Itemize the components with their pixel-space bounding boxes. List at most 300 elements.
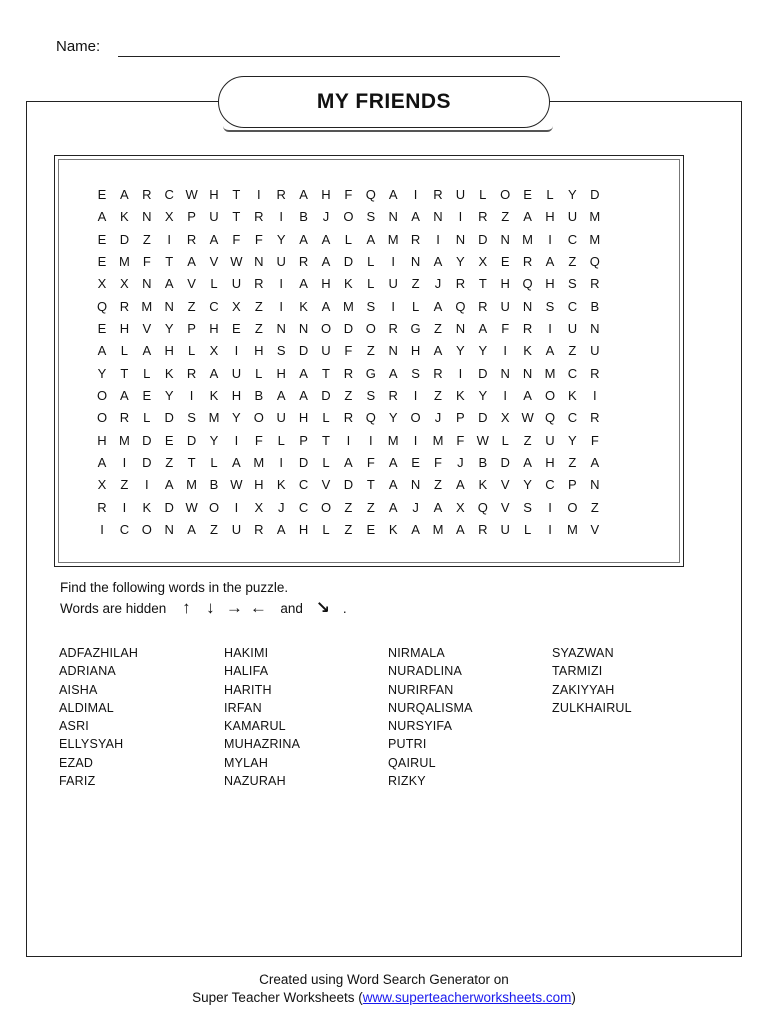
grid-row	[58, 519, 680, 541]
grid-letter: F	[501, 321, 510, 337]
grid-letter: L	[367, 254, 375, 270]
grid-letter: Q	[589, 254, 600, 270]
grid-letter: Y	[456, 254, 465, 270]
grid-letter: P	[568, 477, 577, 493]
grid-letter: Y	[478, 343, 488, 359]
name-label: Name:	[56, 38, 101, 55]
grid-letter: K	[209, 388, 219, 404]
grid-letter: F	[232, 231, 241, 247]
grid-letter: N	[455, 231, 466, 247]
grid-letter: K	[456, 388, 465, 404]
grid-letter: W	[185, 499, 198, 515]
grid-letter: Z	[590, 499, 599, 515]
grid-letter: M	[118, 432, 130, 448]
grid-letter: L	[322, 410, 330, 426]
grid-letter: H	[545, 455, 555, 471]
grid-letter: I	[458, 365, 463, 381]
grid-letter: M	[589, 209, 601, 225]
grid-letter: H	[164, 343, 174, 359]
word-list-item: ELLYSYAH	[59, 737, 124, 752]
grid-letter: L	[546, 187, 554, 202]
grid-letter: Y	[164, 321, 174, 337]
grid-letter: Y	[456, 343, 465, 359]
grid-letter: I	[436, 231, 440, 247]
grid-letter: C	[545, 477, 555, 493]
grid-letter: U	[567, 321, 578, 337]
grid-letter: O	[253, 410, 264, 426]
grid-letter: T	[322, 432, 330, 448]
instruction-and: and	[280, 600, 303, 616]
grid-letter: N	[142, 209, 152, 225]
grid-letter: N	[590, 321, 600, 337]
grid-letter: R	[388, 388, 398, 404]
grid-letter: I	[122, 499, 127, 515]
grid-letter: T	[187, 455, 196, 471]
grid-letter: I	[548, 231, 552, 247]
grid-letter: M	[522, 231, 534, 247]
grid-letter: O	[365, 321, 376, 337]
grid-letter: L	[322, 455, 330, 471]
grid-letter: K	[344, 276, 353, 292]
grid-letter: C	[567, 410, 578, 426]
grid-letter: X	[500, 410, 510, 426]
grid-letter: B	[299, 209, 308, 225]
grid-letter: R	[343, 365, 354, 381]
grid-letter: A	[344, 455, 353, 471]
grid-letter: U	[567, 209, 578, 225]
grid-letter: O	[500, 187, 511, 202]
grid-letter: D	[500, 455, 510, 471]
grid-letter: S	[411, 365, 420, 381]
grid-letter: X	[254, 499, 264, 515]
grid-letter: S	[366, 298, 376, 314]
grid-letter: A	[411, 209, 420, 225]
grid-letter: Z	[568, 455, 577, 471]
grid-letter: C	[209, 298, 219, 314]
grid-letter: M	[387, 432, 399, 448]
grid-letter: E	[411, 455, 420, 471]
grid-letter: A	[545, 343, 555, 359]
word-list-item: TARMIZI	[552, 664, 603, 679]
grid-letter: N	[522, 365, 533, 381]
grid-letter: P	[187, 321, 196, 337]
grid-letter: A	[299, 276, 308, 292]
grid-letter: E	[97, 231, 107, 247]
grid-letter: M	[253, 455, 265, 471]
grid-letter: I	[256, 187, 261, 202]
grid-letter: K	[164, 365, 174, 381]
word-list-item: HAKIMI	[224, 646, 269, 660]
grid-letter: X	[164, 209, 174, 225]
grid-letter: M	[544, 365, 556, 381]
word-list-item: NAZURAH	[224, 774, 286, 789]
grid-letter: I	[189, 388, 194, 404]
grid-letter: K	[478, 477, 488, 493]
grid-letter: A	[299, 187, 308, 202]
grid-letter: I	[346, 432, 351, 448]
grid-letter: S	[568, 276, 577, 292]
grid-letter: Q	[365, 410, 376, 426]
grid-letter: L	[277, 432, 285, 448]
grid-letter: H	[276, 365, 286, 381]
grid-letter: Z	[142, 231, 151, 247]
grid-letter: O	[320, 321, 332, 337]
word-list-item: PUTRI	[388, 737, 427, 752]
grid-letter: H	[321, 187, 331, 202]
grid-letter: Y	[276, 231, 286, 247]
grid-letter: T	[322, 365, 330, 381]
grid-letter: R	[478, 298, 488, 314]
grid-letter: M	[566, 522, 578, 538]
grid-letter: B	[478, 455, 488, 471]
grid-letter: E	[523, 187, 532, 202]
grid-letter: H	[321, 276, 331, 292]
grid-letter: P	[299, 432, 308, 448]
grid-letter: D	[343, 254, 354, 270]
grid-letter: A	[164, 276, 174, 292]
grid-letter: O	[320, 499, 332, 515]
word-list-item: ASRI	[59, 719, 89, 734]
grid-letter: R	[186, 365, 197, 381]
grid-letter: R	[298, 254, 309, 270]
grid-letter: M	[432, 432, 444, 448]
grid-letter: I	[279, 455, 283, 471]
grid-letter: G	[365, 365, 376, 381]
grid-letter: A	[209, 231, 219, 247]
grid-letter: A	[321, 231, 331, 247]
grid-letter: W	[521, 410, 534, 426]
word-list-column-2	[224, 644, 300, 790]
grid-letter: D	[478, 365, 488, 381]
grid-row	[58, 229, 680, 251]
grid-letter: Q	[522, 276, 533, 292]
word-list-item: KAMARUL	[224, 719, 286, 734]
grid-letter: R	[455, 276, 466, 292]
grid-letter: F	[434, 455, 442, 471]
grid-letter: J	[434, 276, 442, 292]
grid-letter: X	[456, 499, 465, 515]
grid-letter: A	[120, 187, 129, 202]
grid-letter: Y	[97, 365, 107, 381]
word-list-item: ADRIANA	[59, 664, 116, 679]
arrow-diagonal-down-right-icon: ↘	[315, 598, 330, 617]
grid-letter: L	[322, 522, 330, 538]
grid-letter: C	[164, 187, 174, 202]
grid-letter: Z	[344, 522, 353, 538]
grid-letter: H	[298, 522, 309, 538]
grid-letter: U	[388, 276, 398, 292]
grid-letter: M	[208, 410, 220, 426]
grid-letter: A	[411, 522, 420, 538]
grid-letter: I	[413, 388, 418, 404]
grid-letter: N	[455, 321, 466, 337]
word-list-item: NURIRFAN	[388, 682, 454, 697]
footer-link[interactable]: www.superteacherworksheets.com	[362, 990, 572, 1005]
word-list-item: QAIRUL	[388, 755, 436, 770]
word-list-item: IRFAN	[224, 700, 262, 715]
word-list-item: ADFAZHILAH	[59, 646, 139, 660]
grid-letter: T	[232, 209, 241, 225]
grid-letter: N	[142, 276, 152, 292]
grid-letter: Z	[210, 522, 218, 538]
grid-letter: L	[210, 276, 218, 292]
grid-letter: A	[433, 499, 443, 515]
grid-letter: O	[410, 410, 421, 426]
grid-letter: R	[119, 298, 130, 314]
grid-letter: H	[500, 276, 510, 292]
grid-letter: V	[590, 522, 600, 538]
grid-letter: U	[209, 209, 219, 225]
grid-letter: F	[142, 254, 151, 270]
grid-letter: O	[208, 499, 220, 515]
grid-letter: P	[187, 209, 196, 225]
footer-line-2	[0, 990, 768, 1005]
grid-letter: X	[209, 343, 219, 359]
grid-letter: E	[366, 522, 376, 538]
grid-letter: A	[388, 365, 398, 381]
grid-letter: D	[590, 187, 600, 202]
grid-letter: O	[544, 388, 556, 404]
word-list-item: SYAZWAN	[552, 646, 614, 660]
grid-letter: D	[164, 499, 174, 515]
grid-letter: Y	[523, 477, 532, 493]
grid-letter: A	[388, 499, 398, 515]
grid-letter: H	[231, 388, 242, 404]
grid-letter: R	[478, 209, 488, 225]
grid-letter: F	[366, 455, 375, 471]
grid-row	[58, 273, 680, 295]
grid-letter: X	[120, 276, 129, 292]
grid-letter: A	[120, 388, 129, 404]
grid-letter: Y	[568, 187, 577, 202]
grid-letter: I	[144, 477, 149, 493]
grid-letter: S	[187, 410, 196, 426]
grid-letter: A	[276, 522, 286, 538]
grid-letter: I	[413, 187, 418, 202]
grid-letter: D	[478, 231, 488, 247]
grid-letter: L	[479, 187, 487, 202]
grid-letter: D	[142, 455, 152, 471]
grid-row	[58, 497, 680, 519]
grid-letter: U	[276, 410, 286, 426]
grid-letter: R	[142, 187, 152, 202]
grid-letter: L	[255, 365, 263, 381]
grid-letter: F	[254, 231, 263, 247]
word-list-item: ZULKHAIRUL	[552, 700, 632, 715]
word-list-item: NURSYIFA	[388, 719, 453, 734]
grid-letter: L	[367, 276, 375, 292]
grid-letter: T	[478, 276, 487, 292]
grid-letter: K	[388, 522, 398, 538]
grid-letter: I	[368, 432, 373, 448]
grid-letter: X	[97, 477, 107, 493]
grid-letter: D	[186, 432, 197, 448]
grid-letter: N	[164, 522, 174, 538]
grid-letter: D	[478, 410, 488, 426]
grid-letter: A	[456, 522, 465, 538]
arrow-right-icon: →	[225, 598, 243, 617]
grid-letter: L	[523, 522, 532, 538]
grid-row	[58, 430, 680, 452]
grid-letter: K	[299, 298, 308, 314]
grid-letter: V	[321, 477, 331, 493]
grid-letter: K	[276, 477, 286, 493]
grid-letter: H	[298, 410, 309, 426]
grid-letter: V	[209, 254, 219, 270]
grid-letter: L	[210, 455, 218, 471]
grid-letter: Z	[366, 499, 375, 515]
grid-letter: K	[523, 343, 532, 359]
grid-letter: Z	[411, 276, 420, 292]
grid-letter: A	[590, 455, 600, 471]
grid-letter: N	[164, 298, 174, 314]
grid-letter: Z	[568, 343, 577, 359]
grid-letter: J	[457, 455, 464, 471]
grid-letter: Z	[344, 499, 353, 515]
grid-letter: X	[232, 298, 241, 314]
page-title: MY FRIENDS	[316, 90, 452, 113]
grid-letter: L	[344, 231, 352, 247]
grid-letter: U	[321, 343, 331, 359]
grid-letter: V	[142, 321, 152, 337]
grid-letter: I	[458, 209, 463, 225]
grid-letter: W	[185, 187, 198, 202]
grid-letter: M	[118, 254, 130, 270]
grid-letter: R	[276, 187, 286, 202]
grid-letter: R	[97, 499, 107, 515]
grid-letter: A	[433, 254, 443, 270]
grid-letter: B	[590, 298, 600, 314]
instruction-prefix: Words are hidden	[60, 600, 167, 616]
grid-letter: A	[299, 231, 308, 247]
grid-letter: A	[97, 455, 107, 471]
grid-letter: Q	[455, 298, 466, 314]
grid-letter: I	[279, 209, 283, 225]
grid-row	[58, 184, 680, 206]
grid-letter: I	[592, 388, 597, 404]
grid-letter: N	[388, 209, 398, 225]
grid-letter: U	[590, 343, 600, 359]
grid-letter: H	[410, 343, 421, 359]
word-list-item: ALDIMAL	[59, 700, 114, 715]
word-list-item: HALIFA	[224, 664, 269, 679]
grid-letter: I	[279, 298, 283, 314]
grid-letter: T	[165, 254, 174, 270]
grid-letter: A	[456, 477, 465, 493]
grid-row	[58, 452, 680, 474]
grid-letter: B	[209, 477, 219, 493]
grid-letter: I	[548, 499, 552, 515]
grid-letter: I	[234, 499, 239, 515]
grid-letter: N	[276, 321, 286, 337]
word-list-item: EZAD	[59, 755, 94, 770]
grid-letter: N	[410, 477, 421, 493]
grid-letter: Y	[209, 432, 219, 448]
instruction-line-1: Find the following words in the puzzle.	[60, 580, 289, 595]
grid-letter: L	[187, 343, 196, 359]
grid-letter: N	[433, 209, 443, 225]
grid-letter: C	[567, 298, 578, 314]
grid-letter: A	[276, 388, 286, 404]
grid-letter: W	[230, 477, 243, 493]
grid-letter: R	[254, 276, 264, 292]
grid-letter: S	[523, 499, 532, 515]
grid-letter: A	[433, 298, 443, 314]
grid-letter: Z	[366, 343, 375, 359]
grid-letter: D	[298, 343, 309, 359]
grid-row	[58, 206, 680, 228]
grid-letter: Q	[365, 187, 376, 202]
grid-letter: E	[97, 254, 107, 270]
grid-letter: Z	[165, 455, 174, 471]
grid-letter: U	[545, 432, 555, 448]
footer-suffix: )	[571, 990, 576, 1005]
grid-letter: U	[231, 276, 242, 292]
grid-letter: D	[164, 410, 174, 426]
grid-letter: A	[433, 343, 443, 359]
grid-letter: R	[186, 231, 197, 247]
grid-letter: R	[119, 410, 130, 426]
grid-letter: A	[388, 477, 398, 493]
grid-letter: M	[141, 298, 153, 314]
grid-row	[58, 474, 680, 496]
grid-letter: Z	[187, 298, 196, 314]
grid-letter: N	[522, 298, 533, 314]
grid-letter: A	[164, 477, 174, 493]
grid-letter: T	[232, 187, 241, 202]
grid-letter: I	[391, 298, 395, 314]
grid-letter: I	[234, 343, 239, 359]
grid-letter: D	[142, 432, 152, 448]
grid-letter: D	[119, 231, 130, 247]
grid-letter: N	[254, 254, 264, 270]
grid-letter: Q	[96, 298, 108, 314]
word-list-column-4	[552, 644, 632, 717]
grid-letter: R	[590, 410, 600, 426]
grid-letter: W	[476, 432, 489, 448]
grid-letter: K	[120, 209, 129, 225]
grid-letter: E	[232, 321, 241, 337]
grid-letter: A	[187, 522, 196, 538]
grid-row	[58, 318, 680, 340]
grid-letter: G	[410, 321, 421, 337]
grid-letter: T	[366, 477, 375, 493]
grid-letter: U	[276, 254, 286, 270]
grid-letter: P	[456, 410, 465, 426]
grid-letter: R	[388, 321, 398, 337]
grid-letter: K	[568, 388, 577, 404]
grid-letter: M	[186, 477, 198, 493]
grid-letter: Z	[434, 321, 442, 337]
grid-letter: S	[545, 298, 555, 314]
grid-letter: O	[141, 522, 152, 538]
grid-letter: N	[590, 477, 600, 493]
grid-letter: E	[142, 388, 152, 404]
grid-letter: A	[299, 365, 308, 381]
grid-letter: A	[523, 388, 532, 404]
word-list-item: FARIZ	[59, 774, 96, 789]
grid-letter: R	[254, 522, 264, 538]
grid-letter: H	[209, 321, 219, 337]
grid-letter: A	[388, 187, 398, 202]
grid-letter: R	[522, 321, 533, 337]
grid-letter: F	[344, 343, 353, 359]
footer-line-1: Created using Word Search Generator on	[259, 972, 509, 987]
instruction-end: .	[342, 600, 347, 616]
grid-letter: L	[501, 432, 509, 448]
title-banner	[218, 76, 550, 128]
grid-letter: D	[298, 455, 309, 471]
